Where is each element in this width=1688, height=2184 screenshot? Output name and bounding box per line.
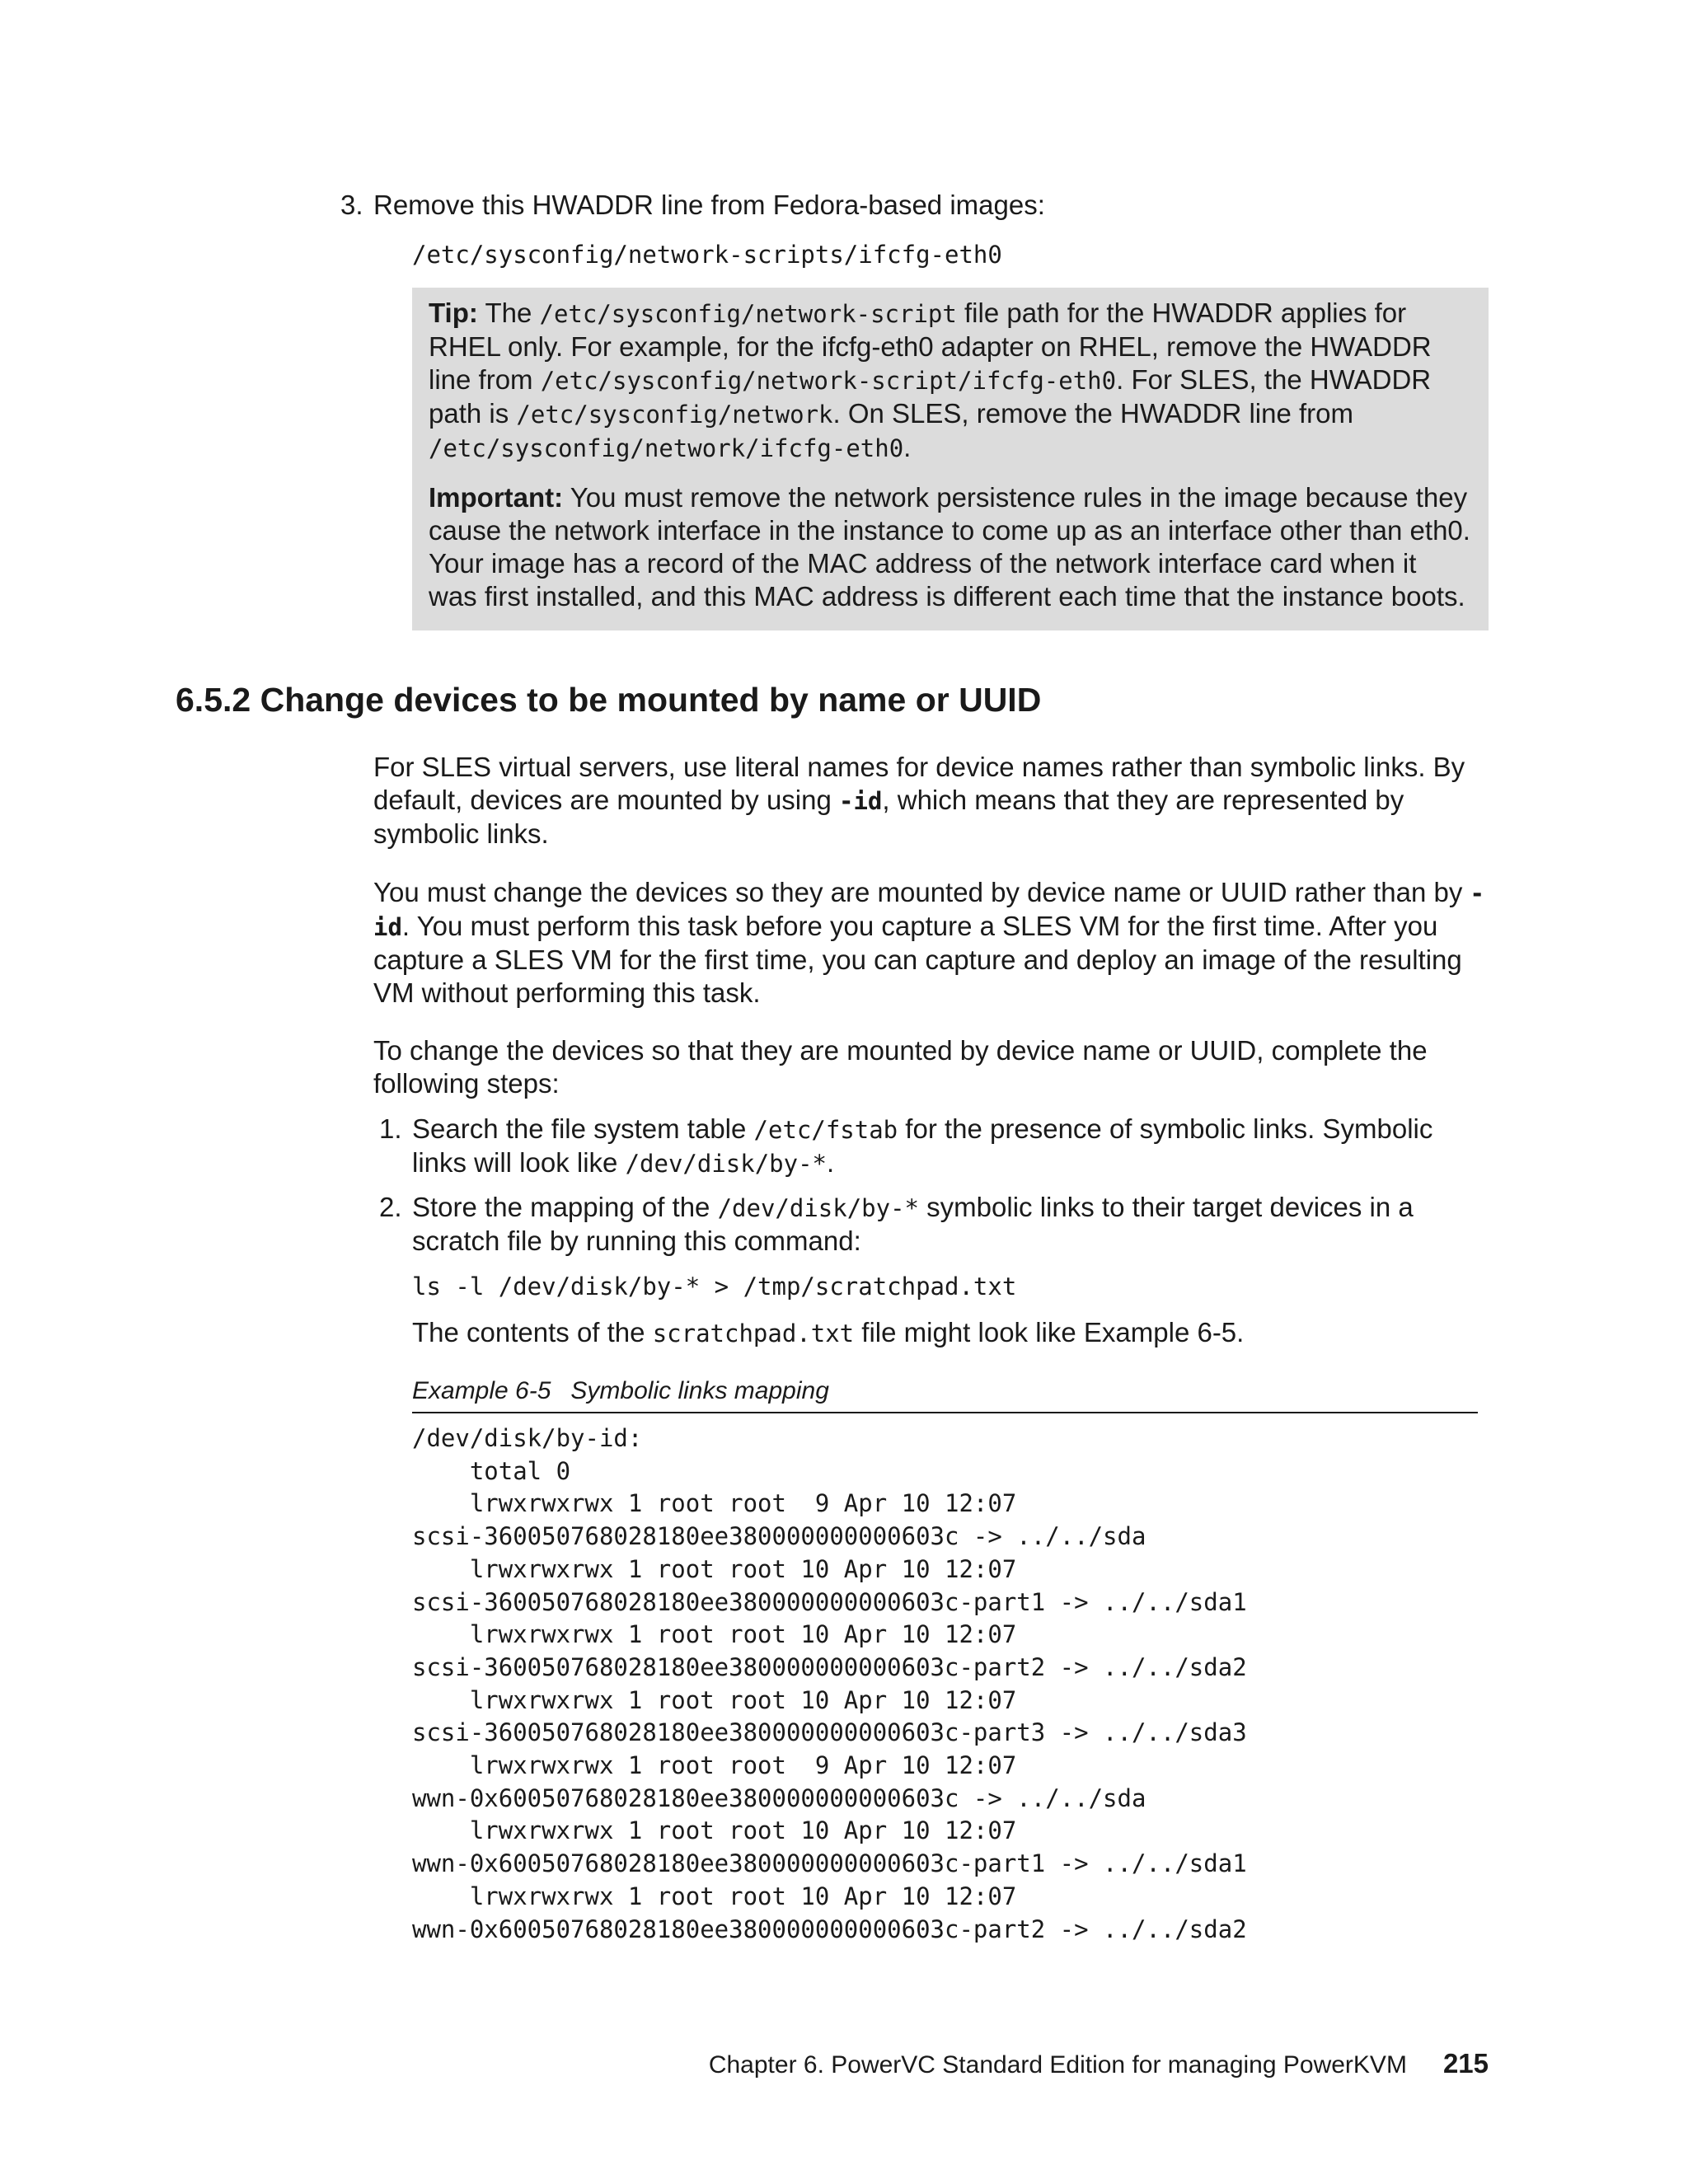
step2-code-1: /dev/disk/by-* <box>717 1194 920 1222</box>
step-3 <box>340 189 1511 222</box>
para2-text-1: You must change the devices so they are mounted by device name or UUID rather than by <box>373 877 1470 907</box>
tip-text-3: . For SLES, the HWADDR path is <box>429 364 1432 429</box>
step-text: Remove this HWADDR line from Fedora-based images: <box>373 190 1045 220</box>
tip-text-2: file path for the HWADDR applies for RHEL only. For example, for the ifcfg-eth0 adapter on RHEL, remove the HWADDR line from <box>429 298 1432 395</box>
tip-text-5: . <box>903 432 912 462</box>
tip-code-1: /etc/sysconfig/network-script <box>539 300 957 328</box>
section-heading: 6.5.2 Change devices to be mounted by name or UUID <box>176 681 1042 719</box>
important-text: You must remove the network persistence rules in the image because they cause the network interface in the instance to come up as an interface other than eth0. Your image has a record of the MAC address of the network interface card when it was first installed, and this MAC address is different each time that the instance boots. <box>429 482 1470 612</box>
step2-text-4: file might look like Example 6-5. <box>854 1317 1245 1347</box>
para1-code: -id <box>839 787 883 815</box>
step2-text-1: Store the mapping of the <box>412 1192 718 1222</box>
paragraph-2 <box>373 876 1486 1010</box>
step1-code-1: /etc/fstab <box>753 1116 898 1144</box>
tip-label: Tip: <box>429 298 478 328</box>
page-footer <box>709 2047 1489 2082</box>
paragraph-3: To change the devices so that they are mounted by device name or UUID, complete the following steps: <box>373 1035 1428 1099</box>
ifcfg-path: /etc/sysconfig/network-scripts/ifcfg-eth0 <box>412 241 1002 269</box>
example-title: Symbolic links mapping <box>570 1377 829 1404</box>
tip-paragraph <box>429 297 1472 465</box>
step1-text-2: for the presence of symbolic links. Symbolic links will look like <box>412 1113 1433 1178</box>
tip-code-4: /etc/sysconfig/network/ifcfg-eth0 <box>429 434 904 462</box>
step-number: 2. <box>379 1192 402 1222</box>
page-number: 215 <box>1442 2048 1489 2079</box>
scratchpad-command: ls -l /dev/disk/by-* > /tmp/scratchpad.txt <box>412 1272 1017 1301</box>
footer-chapter: Chapter 6. PowerVC Standard Edition for managing PowerKVM <box>708 2051 1407 2079</box>
step-number: 1. <box>379 1113 402 1144</box>
example-label: Example 6-5 <box>412 1377 551 1404</box>
step1-text-3: . <box>827 1147 835 1178</box>
paragraph-1 <box>373 751 1486 851</box>
tip-code-2: /etc/sysconfig/network-script/ifcfg-eth0 <box>540 367 1117 395</box>
tip-text-1: The <box>477 298 540 328</box>
para2-text-2: . You must perform this task before you capture a SLES VM for the first time. After you capture a SLES VM for the first time, you can capture and deploy an image of the resulting VM without performing this task. <box>373 911 1462 1008</box>
important-label: Important: <box>429 482 564 513</box>
para1-text-2: , which means that they are represented by symbolic links. <box>373 785 1404 849</box>
step1-code-2: /dev/disk/by-* <box>625 1150 828 1178</box>
tip-text-4: . On SLES, remove the HWADDR line from <box>832 398 1353 429</box>
example-code: /dev/disk/by-id: total 0 lrwxrwxrwx 1 root root 9 Apr 10 12:07 scsi-360050768028180ee380000000000603c -> ../../sda lrwxrwxrwx 1 root root 10 Apr 10 12:07 scsi-360050768028180ee380000000000603c-part1 -> ../../sda1 lrwxrwxrwx 1 root root 10 Apr 10 12:07 scsi-360050768028180ee380000000000603c-part2 -> ../../sda2 lrwxrwxrwx 1 root root 10 Apr 10 12:07 scsi-360050768028180ee380000000000603c-part3 -> ../../sda3 lrwxrwxrwx 1 root root 9 Apr 10 12:07 wwn-0x60050768028180ee380000000000603c -> ../../sda lrwxrwxrwx 1 root root 10 Apr 10 12:07 wwn-0x60050768028180ee380000000000603c-part1 -> ../../sda1 lrwxrwxrwx 1 root root 10 Apr 10 12:07 wwn-0x60050768028180ee380000000000603c-part2 -> ../../sda2 <box>412 1424 1247 1943</box>
para2-code: -id <box>373 879 1484 941</box>
step2-text-2: symbolic links to their target devices in a scratch file by running this command: <box>412 1192 1414 1256</box>
step2-code-2: scratchpad.txt <box>652 1319 855 1347</box>
step1-text-1: Search the file system table <box>412 1113 754 1144</box>
step-number: 3. <box>340 190 363 220</box>
important-paragraph <box>429 481 1472 613</box>
caption-rule <box>412 1412 1478 1413</box>
tip-code-3: /etc/sysconfig/network <box>516 401 833 429</box>
tip-box <box>412 288 1489 630</box>
step-2-contents <box>412 1316 1492 1350</box>
step-1 <box>379 1113 1492 1180</box>
example-caption <box>412 1376 829 1406</box>
step-2 <box>379 1191 1492 1258</box>
para1-text-1: For SLES virtual servers, use literal names for device names rather than symbolic links. By default, devices are mounted by using <box>373 752 1465 815</box>
step2-text-3: The contents of the <box>412 1317 653 1347</box>
